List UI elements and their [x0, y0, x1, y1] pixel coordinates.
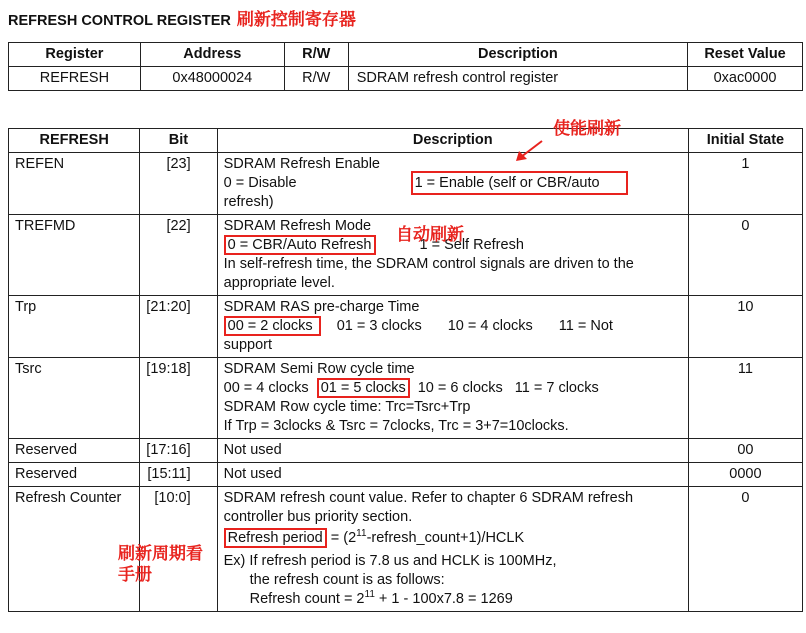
field-description: Not used — [217, 463, 688, 487]
option-disable: 0 = Disable — [223, 175, 297, 191]
desc-line: SDRAM Refresh Mode — [223, 218, 372, 234]
field-bit: [15:11] — [140, 463, 217, 487]
desc-line: SDRAM Refresh Enable — [223, 156, 380, 172]
desc-line: SDRAM RAS pre-charge Time — [223, 299, 420, 315]
field-bit: [17:16] — [140, 439, 217, 463]
field-name: Reserved — [9, 463, 140, 487]
register-summary-table — [8, 42, 803, 91]
desc-line: SDRAM Semi Row cycle time — [223, 361, 415, 377]
table-row — [9, 67, 803, 91]
example-result-line — [224, 590, 682, 609]
example-exponent: 11 — [364, 589, 375, 601]
option-5-clocks-highlight: 01 = 5 clocks — [317, 378, 410, 398]
field-description — [217, 153, 688, 215]
field-name: Tsrc — [9, 358, 140, 439]
register-address: 0x48000024 — [140, 67, 284, 91]
initial-state: 0000 — [688, 463, 802, 487]
option-4-clocks: 10 = 4 clocks — [447, 318, 533, 334]
option-4-clocks: 00 = 4 clocks — [223, 380, 309, 396]
initial-state: 10 — [688, 296, 802, 358]
annotation-auto-refresh: 自动刷新 — [396, 225, 464, 245]
register-description: SDRAM refresh control register — [348, 67, 687, 91]
desc-line: refresh) — [223, 194, 274, 210]
field-name: Reserved — [9, 439, 140, 463]
table-row — [9, 296, 803, 358]
col-reset-value: Reset Value — [688, 43, 803, 67]
table-row — [9, 153, 803, 215]
option-2-clocks-highlight: 00 = 2 clocks — [224, 316, 321, 336]
title-cn: 刷新控制寄存器 — [236, 10, 356, 30]
desc-line: If Trp = 3clocks & Tsrc = 7clocks, Trc = 3+7=10clocks. — [223, 418, 569, 434]
example-line: Ex) If refresh period is 7.8 us and HCLK is 100MHz, — [223, 553, 557, 569]
formula-rest: -refresh_count+1)/HCLK — [366, 530, 525, 546]
desc-line — [224, 317, 682, 336]
annotation-enable-refresh: 使能刷新 — [553, 119, 621, 139]
field-bit: [10:0] — [140, 487, 217, 612]
field-name: TREFMD — [9, 215, 140, 296]
field-name: REFEN — [9, 153, 140, 215]
summary-header-row — [9, 43, 803, 67]
desc-line: In self-refresh time, the SDRAM control signals are driven to the appropriate level. — [223, 256, 634, 291]
desc-line: SDRAM Row cycle time: Trc=Tsrc+Trp — [223, 399, 471, 415]
initial-state: 11 — [688, 358, 802, 439]
page-title — [8, 5, 356, 30]
option-not-supported: 11 = Not — [558, 318, 613, 334]
annotation-line: 刷新周期看 — [118, 544, 203, 564]
col-initial-state: Initial State — [688, 129, 802, 153]
initial-state: 00 — [688, 439, 802, 463]
col-field: REFRESH — [9, 129, 140, 153]
annotation-line: 手册 — [118, 565, 152, 585]
title-en: REFRESH CONTROL REGISTER — [8, 13, 231, 29]
col-description: Description — [348, 43, 687, 67]
annotation-refresh-period — [118, 544, 203, 586]
bit-fields-table — [8, 128, 803, 612]
desc-line: SDRAM refresh count value. Refer to chapter 6 SDRAM refresh controller bus priority section. — [223, 490, 634, 525]
bits-header-row — [9, 129, 803, 153]
col-rw: R/W — [284, 43, 348, 67]
col-description: Description — [217, 129, 688, 153]
example-result-a: Refresh count = 2 — [249, 591, 365, 607]
register-reset-value: 0xac0000 — [688, 67, 803, 91]
formula-line — [224, 529, 682, 548]
example-result-b: + 1 - 100x7.8 = 1269 — [374, 591, 513, 607]
initial-state: 1 — [688, 153, 802, 215]
option-auto-refresh-highlight: 0 = CBR/Auto Refresh — [224, 235, 376, 255]
field-description — [217, 358, 688, 439]
option-6-clocks: 10 = 6 clocks — [417, 380, 503, 396]
field-name: Trp — [9, 296, 140, 358]
option-self-refresh: 1 = Self Refresh — [419, 237, 524, 253]
initial-state: 0 — [688, 215, 802, 296]
register-rw: R/W — [284, 67, 348, 91]
formula-exponent: 11 — [356, 528, 367, 540]
desc-line: support — [223, 337, 273, 353]
initial-state: 0 — [688, 487, 802, 612]
field-description — [217, 487, 688, 612]
register-name: REFRESH — [9, 67, 141, 91]
desc-line — [224, 174, 682, 193]
table-row — [9, 439, 803, 463]
option-3-clocks: 01 = 3 clocks — [336, 318, 422, 334]
field-bit: [21:20] — [140, 296, 217, 358]
field-name: Refresh Counter — [9, 487, 140, 612]
col-bit: Bit — [140, 129, 217, 153]
annotation-arrow-icon — [512, 138, 546, 164]
refresh-period-highlight: Refresh period — [224, 528, 327, 548]
example-line: the refresh count is as follows: — [249, 572, 445, 588]
col-register: Register — [9, 43, 141, 67]
col-address: Address — [140, 43, 284, 67]
field-description: Not used — [217, 439, 688, 463]
formula-eq: = (2 — [326, 530, 357, 546]
option-7-clocks: 11 = 7 clocks — [514, 380, 599, 396]
option-enable-highlight: 1 = Enable (self or CBR/auto — [411, 171, 628, 195]
table-row — [9, 463, 803, 487]
field-bit: [22] — [140, 215, 217, 296]
field-bit: [23] — [140, 153, 217, 215]
field-description — [217, 296, 688, 358]
desc-line — [224, 379, 682, 398]
field-bit: [19:18] — [140, 358, 217, 439]
table-row — [9, 358, 803, 439]
